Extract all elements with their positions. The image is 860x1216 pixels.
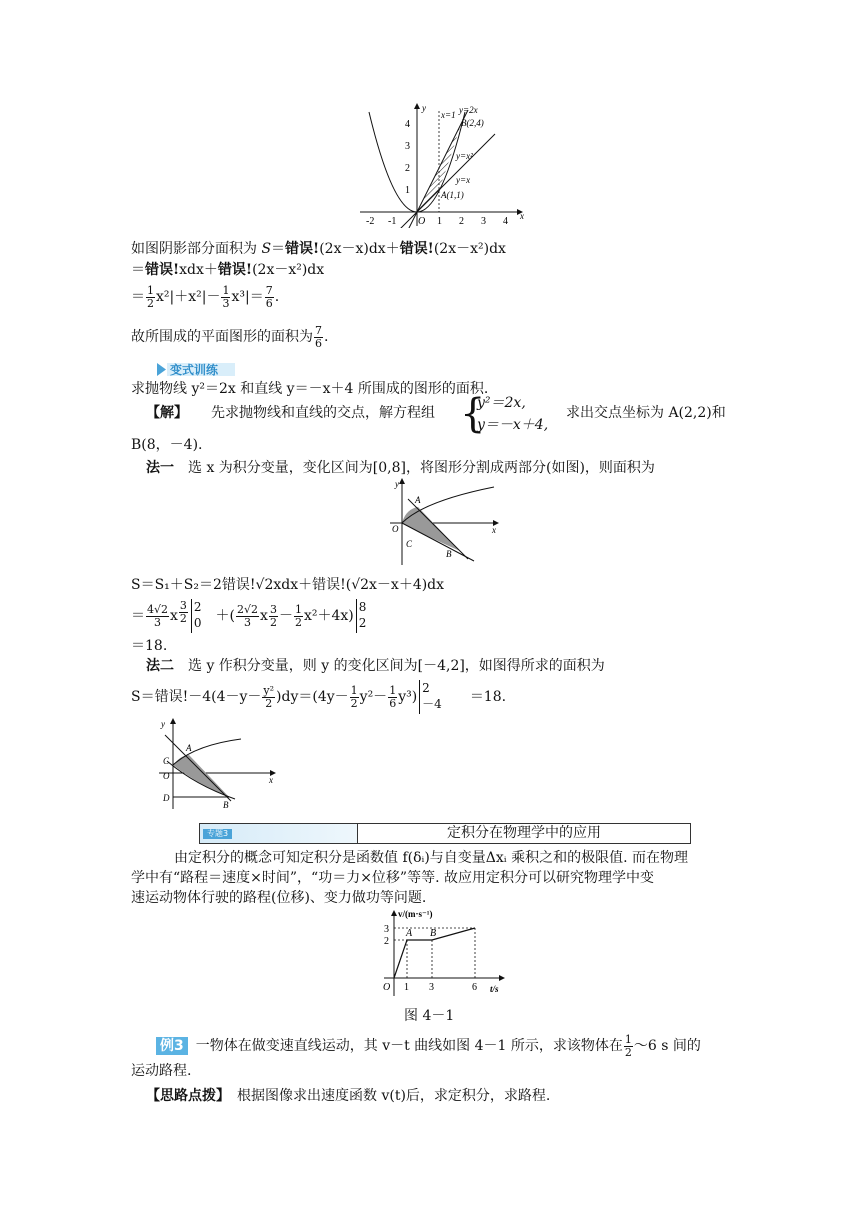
- tick-x-1: 1: [437, 216, 442, 227]
- label-x-eq-1: x=1: [441, 110, 456, 120]
- method1-result: ＝18.: [131, 638, 168, 654]
- fig4-point-A: A: [406, 928, 413, 939]
- tick-y-1: 1: [405, 185, 410, 196]
- fig3-point-C: C: [163, 756, 170, 766]
- fig3-x-label: x: [269, 775, 273, 785]
- fig3-y-label: y: [161, 719, 165, 729]
- solution-text3: B(8，－4).: [131, 437, 203, 453]
- paragraph-line2: 学中有“路程＝速度×时间”，“功＝力×位移”等等. 故应用定积分可以研究物理学中变: [131, 870, 654, 886]
- tick-origin: O: [418, 216, 426, 227]
- paragraph-line3: 速运动物体行驶的路程(位移)、变力做功等问题.: [131, 890, 427, 906]
- section-tag: 专题3: [203, 829, 232, 839]
- fig3-point-D: D: [163, 793, 170, 803]
- method1-eq1: S＝S₁＋S₂＝2错误!√2xdx＋错误!(√2x－x＋4)dx: [131, 577, 445, 593]
- fig2-point-A: A: [415, 495, 421, 505]
- tick-y-2: 2: [405, 163, 410, 174]
- fig4-tick-y2: 2: [384, 936, 389, 947]
- problem-statement: 求抛物线 y²＝2x 和直线 y＝－x＋4 所围成的图形的面积.: [131, 381, 489, 397]
- system-eq2: y＝－x＋4,: [477, 417, 549, 433]
- method1: 法一 选 x 为积分变量，变化区间为[0,8]，将图形分割成两部分(如图)，则面积为: [146, 460, 655, 476]
- label-y-eq-x2: y=x²: [456, 151, 473, 161]
- axis-x-label: x: [520, 211, 524, 221]
- section-tag-cell: [200, 824, 358, 843]
- tick-x-neg1: -1: [388, 216, 397, 227]
- solution-text1: 先求抛物线和直线的交点，解方程组: [211, 405, 435, 421]
- axis-y-label: y: [422, 103, 426, 113]
- fig3-point-B: B: [223, 800, 229, 810]
- tick-x-neg2: -2: [366, 216, 375, 227]
- tick-y-4: 4: [405, 119, 410, 130]
- tick-x-4: 4: [503, 216, 508, 227]
- section-title: 定积分在物理学中的应用: [447, 825, 601, 841]
- label-point-B: B(2,4): [461, 118, 484, 128]
- tick-y-3: 3: [405, 141, 410, 152]
- fig2-y-label: y: [395, 479, 399, 489]
- paragraph-line1: 由定积分的概念可知定积分是函数值 f(δᵢ)与自变量Δxᵢ 乘积之和的极限值. 而在物理: [174, 850, 688, 866]
- label-y-eq-x: y=x: [456, 175, 471, 185]
- tick-x-3: 3: [481, 216, 486, 227]
- label-y-eq-2x: y=2x: [459, 105, 478, 115]
- fig4-tick-x3: 3: [429, 982, 434, 993]
- figure-method1: [384, 475, 502, 567]
- fig2-origin: O: [392, 524, 399, 534]
- figure-caption: 图 4－1: [404, 1008, 455, 1024]
- figure-parabola-lines: [355, 103, 530, 228]
- system-brace: {: [460, 391, 486, 437]
- fig4-x-label: t/s: [490, 984, 499, 994]
- figure-v-t-graph: [370, 908, 510, 1000]
- area-formula-line3: ＝ $\frac{1}{2}$ x²|＋x²|－ $\frac{1}{3}$ x³|＝ $\frac{7}{6}$ .: [131, 283, 280, 310]
- fig3-point-A: A: [186, 743, 192, 753]
- figure-method2: [155, 715, 280, 811]
- example-3: 例3 一物体在做变速直线运动，其 v－t 曲线如图 4－1 所示，求该物体在 $\frac{1}{2}$ ～6 s 间的: [156, 1031, 701, 1061]
- area-conclusion: 故所围成的平面图形的面积为 $\frac{7}{6}$ .: [131, 323, 329, 350]
- fig2-point-B: B: [446, 549, 452, 559]
- area-formula-line2: ＝错误!xdx＋错误!(2x－x²)dx: [131, 262, 325, 278]
- method1-eq2: ＝ $\frac{4√2}{3}$ x $\frac{3}{2}$ 2 0 ＋( $\frac{2√2}{3}$ x $\frac{3}{2}$ － $\frac{1}{2}$ x²＋4x) 8 2: [131, 596, 366, 636]
- fig4-tick-x1: 1: [404, 982, 409, 993]
- fig4-point-B: B: [430, 928, 437, 939]
- fig2-point-C: C: [406, 539, 413, 549]
- variant-training-banner: 变式训练: [157, 362, 237, 377]
- fig4-tick-y3: 3: [384, 924, 389, 935]
- example-badge: 例3: [156, 1037, 188, 1055]
- section-header: [199, 823, 691, 844]
- fig4-origin: O: [383, 982, 391, 993]
- fig4-y-label: v/(m·s⁻¹): [398, 909, 433, 919]
- area-formula-line1: 如图阴影部分面积为 S＝错误!(2x－x)dx＋错误!(2x－x²)dx: [131, 241, 506, 257]
- solution-text2: 求出交点坐标为 A(2,2)和: [566, 405, 726, 421]
- fig3-origin: O: [163, 771, 170, 781]
- tick-x-2: 2: [459, 216, 464, 227]
- solution-label: 【解】: [146, 405, 188, 421]
- label-point-A: A(1,1): [441, 190, 464, 200]
- fig2-x-label: x: [492, 525, 496, 535]
- hint: 【思路点拨】 根据图像求出速度函数 v(t)后，求定积分，求路程.: [146, 1088, 551, 1104]
- fig4-tick-x6: 6: [472, 982, 477, 993]
- example-3-cont: 运动路程.: [131, 1063, 192, 1079]
- method2-eq: S＝错误!－4(4－y－ $\frac{\text{y²}}{2}$ )dy＝(4y－ $\frac{1}{2}$ y²－ $\frac{1}{6}$ y³) 2 －4 ＝18.: [131, 677, 506, 717]
- system-eq1: y²＝2x,: [477, 395, 526, 411]
- method2: 法二 选 y 作积分变量，则 y 的变化区间为[－4,2]，如图得所求的面积为: [146, 658, 605, 674]
